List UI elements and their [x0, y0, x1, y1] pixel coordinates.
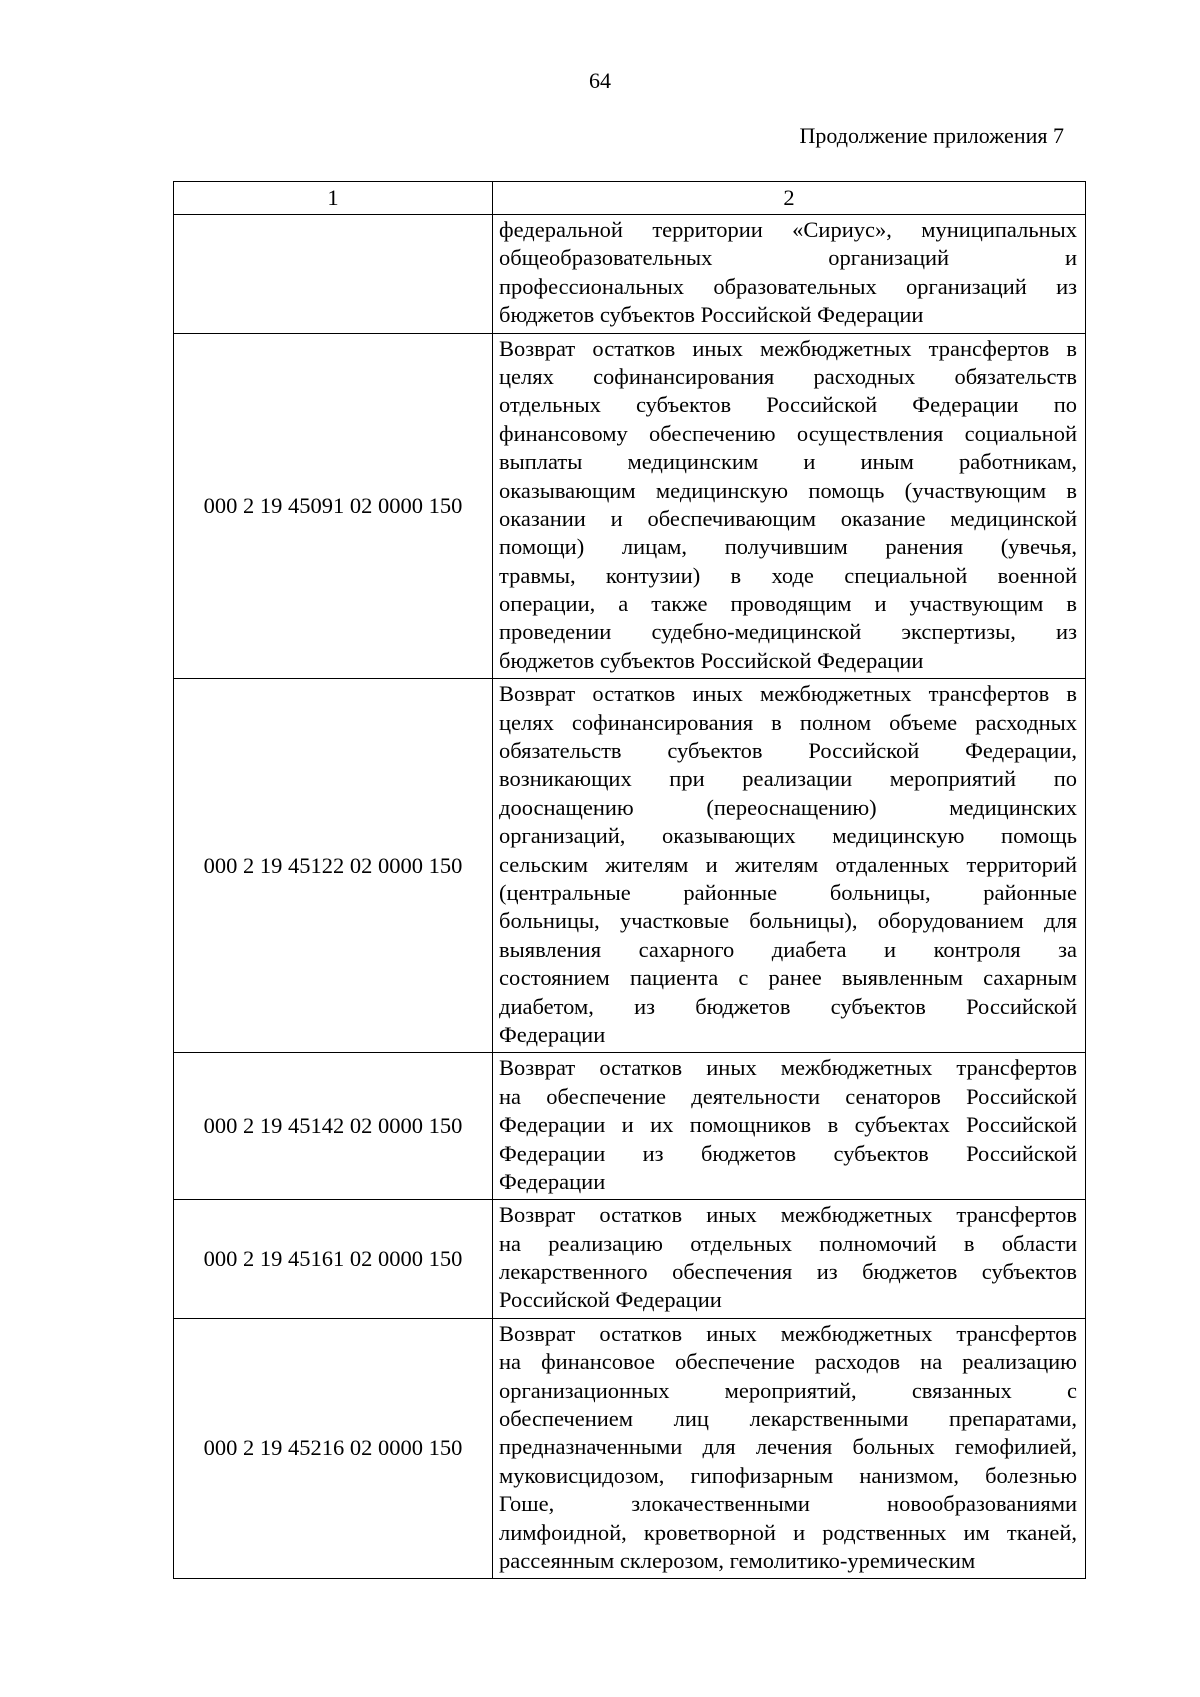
description-line: травмы, контузии) в ходе специальной военной: [499, 562, 1077, 588]
description-line: на обеспечение деятельности сенаторов Российской: [499, 1083, 1077, 1109]
description-line: состоянием пациента с ранее выявленным сахарным: [499, 965, 1077, 991]
table-row: [174, 1053, 1086, 1200]
description-line: муковисцидозом, гипофизарным нанизмом, болезнью: [499, 1462, 1077, 1488]
description-cell: [493, 679, 1086, 1053]
description-cell: [493, 1053, 1086, 1200]
description-line: рассеянным склерозом, гемолитико-уремическим: [499, 1547, 976, 1573]
table-row: [174, 215, 1086, 334]
description-line: общеобразовательных организаций и: [499, 245, 1077, 271]
table-row: [174, 1318, 1086, 1579]
description-line: профессиональных образовательных организаций из: [499, 273, 1077, 299]
description-line: предназначенными для лечения больных гемофилией,: [499, 1434, 1077, 1460]
table-row: [174, 679, 1086, 1053]
budget-code-cell: 000 2 19 45216 02 0000 150: [174, 1318, 493, 1579]
description-line: Возврат остатков иных межбюджетных трансфертов в: [499, 335, 1077, 361]
description-line: обеспечением лиц лекарственными препаратами,: [499, 1406, 1077, 1432]
description-line: целях софинансирования расходных обязательств: [499, 363, 1077, 389]
description-line: оказывающим медицинскую помощь (участвующим в: [499, 477, 1077, 503]
description-line: (центральные районные больницы, районные: [499, 879, 1077, 905]
budget-code-cell: 000 2 19 45091 02 0000 150: [174, 333, 493, 679]
budget-code-cell: 000 2 19 45122 02 0000 150: [174, 679, 493, 1053]
description-line: выплаты медицинским и иным работникам,: [499, 449, 1077, 475]
description-line: Федерации и их помощников в субъектах Российской: [499, 1112, 1077, 1138]
table-row: [174, 1200, 1086, 1319]
description-cell: [493, 333, 1086, 679]
appendix-continuation-note: Продолжение приложения 7: [799, 123, 1064, 148]
description-line: федеральной территории «Сириус», муниципальных: [499, 217, 1077, 242]
description-line: помощи) лицам, получившим ранения (увечья,: [499, 534, 1077, 560]
description-line: Возврат остатков иных межбюджетных трансфертов: [499, 1320, 1077, 1346]
budget-classification-table: [173, 181, 1086, 1579]
description-line: на реализацию отдельных полномочий в области: [499, 1230, 1077, 1256]
description-line: отдельных субъектов Российской Федерации по: [499, 392, 1077, 418]
description-line: Российской Федерации: [499, 1287, 722, 1313]
description-line: Возврат остатков иных межбюджетных трансфертов: [499, 1055, 1077, 1081]
description-line: дооснащению (переоснащению) медицинских: [499, 794, 1077, 820]
description-cell: [493, 1200, 1086, 1319]
description-line: Федерации из бюджетов субъектов Российской: [499, 1140, 1077, 1166]
budget-code-cell: [174, 215, 493, 334]
description-line: операции, а также проводящим и участвующим в: [499, 591, 1077, 617]
description-line: проведении судебно-медицинской экспертизы, из: [499, 619, 1077, 645]
description-line: оказании и обеспечивающим оказание медицинской: [499, 505, 1077, 531]
description-cell: [493, 1318, 1086, 1579]
table-header-row: [174, 182, 1086, 215]
column-header-1: 1: [174, 182, 493, 215]
description-line: обязательств субъектов Российской Федерации,: [499, 738, 1077, 764]
table-row: [174, 333, 1086, 679]
description-line: диабетом, из бюджетов субъектов Российской: [499, 993, 1077, 1019]
description-line: Федерации: [499, 1021, 606, 1047]
description-line: бюджетов субъектов Российской Федерации: [499, 647, 924, 673]
description-line: Гоше, злокачественными новообразованиями: [499, 1491, 1077, 1517]
description-line: Возврат остатков иных межбюджетных трансфертов в: [499, 681, 1077, 707]
description-line: сельским жителям и жителям отдаленных территорий: [499, 851, 1077, 877]
column-header-2: 2: [493, 182, 1086, 215]
description-cell: [493, 215, 1086, 334]
description-line: бюджетов субъектов Российской Федерации: [499, 302, 924, 328]
description-line: Возврат остатков иных межбюджетных трансфертов: [499, 1202, 1077, 1228]
budget-code-cell: 000 2 19 45161 02 0000 150: [174, 1200, 493, 1319]
description-line: организаций, оказывающих медицинскую помощь: [499, 823, 1077, 849]
description-line: на финансовое обеспечение расходов на реализацию: [499, 1349, 1077, 1375]
description-line: лекарственного обеспечения из бюджетов субъектов: [499, 1259, 1077, 1285]
description-line: больницы, участковые больницы), оборудованием для: [499, 908, 1077, 934]
description-line: выявления сахарного диабета и контроля за: [499, 936, 1077, 962]
description-line: Федерации: [499, 1168, 606, 1194]
description-line: финансовому обеспечению осуществления социальной: [499, 420, 1077, 446]
description-line: возникающих при реализации мероприятий по: [499, 766, 1077, 792]
page-number: 64: [589, 68, 611, 93]
budget-code-cell: 000 2 19 45142 02 0000 150: [174, 1053, 493, 1200]
description-line: организационных мероприятий, связанных с: [499, 1377, 1077, 1403]
description-line: целях софинансирования в полном объеме расходных: [499, 709, 1077, 735]
description-line: лимфоидной, кроветворной и родственных им тканей,: [499, 1519, 1077, 1545]
